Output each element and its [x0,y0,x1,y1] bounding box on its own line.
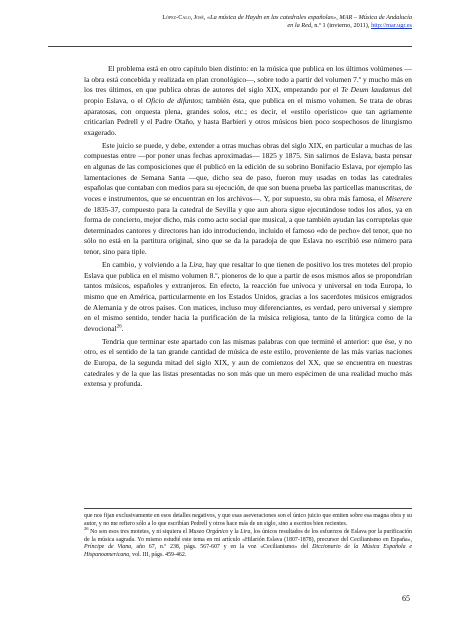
paragraph-3 [84,260,412,334]
header-journal-line2: en la Red [287,22,312,29]
paragraph-1-mid: del propio Eslava, o el [84,85,412,105]
header-line-1 [48,14,412,22]
oficio-title: Oficio de difuntos [145,95,202,105]
paragraph-4 [84,337,412,390]
footnote-26-part-a: No son esos tres motetes, y ni siquiera el [88,529,189,536]
footnote-26-part-d: , año 67, n.º 238, págs. 567-607 y en la voz «Cecilianismo» del [131,544,313,551]
footnote-26-part-e: , vol. III, págs. 459-462. [129,551,187,558]
footnote-lira: Lira [240,529,251,536]
header-author: López-Calo, José [162,14,204,21]
footnote-ref-26[interactable]: 26 [116,324,122,330]
paragraph-1 [84,64,412,138]
main-text [84,64,412,392]
footnote-26-number: 26 [84,526,89,532]
footnote-continued: que nos fijan exclusivamente en esos detalles negativos, y que esas aseveraciones son el único juicio que emiten sobre esa magna obra y su autor, y no me refiero sólo a lo que escribían Pedrell y otros hace más de un siglo, sino a escritos bien recientes. [84,513,412,527]
footnote-rule [84,508,412,509]
paragraph-2-rest: de 1835-37, compuesto para la catedral de Sevilla y que aun ahora sigue ejecutándose todos los años, ya en forma de concierto, mejor dicho, más como acto social que musical, a que también ayudan las corruptelas que determinados cantores y directores han ido introduciendo, incluido el famoso «do de pecho» del tenor, que no sólo no está en la partitura original, sino que se da la paradoja de que Eslava no escribió ese número para tenor, sino para tiple. [84,204,412,257]
miserere-title: Miserere [385,193,412,203]
footnote-26-part-c: , los únicos resultados de los esfuerzos de Eslava por la purificación de la música sagrada. Yo mismo estudié este tema en mi artículo «Hilarión Eslava (1807-1878), precursor del Cecilianismo en España», [84,529,412,543]
paragraph-4-text: Tendría que terminar este apartado con las mismas palabras con que terminé el anterior: que ése, y no otro, es el sentido de la tan grande cantidad de música de este estilo, proveniente de las más varias naciones de Europa, de la segunda mitad del siglo XIX, y aun de comienzos del XX, que se encuentra en nuestras catedrales y de la que las listas presentadas no son más que un mero espécimen de una realidad mucho más extensa y profunda. [84,336,412,389]
footnote-diccionario: Diccionario de la Música Española e Hispanoamericana [84,544,412,558]
footnote-26-part-b: y la [228,529,241,536]
header-line-2 [48,22,412,30]
lira-title: Lira [189,260,202,270]
header-rule [48,46,412,47]
te-deum-title: Te Deum laudamus [341,85,401,95]
footnote-museo-organico: Museo Orgánico [188,529,229,536]
header-journal: MAR – Música de Andalucía [339,14,412,21]
footnote-principe-de-viana: Príncipe de Viana [84,544,132,551]
running-header [48,14,412,30]
paragraph-3-rest: , hay que resaltar lo que tienen de positivo los tres motetes del propio Eslava que publica en el mismo volumen 8.º, pioneros de lo que a partir de esos mismos años se propondrían tantos músicos, españoles y extranjeros. En efecto, la reacción fue unívoca y universal en toda Europa, lo mismo que en América, particularmente en los Estados Unidos, gracias a los sacerdotes músicos emigrados de Alemania y de otros países. Con matices, incluso muy diferenciantes, es verdad, pero universal y siempre en el mismo sentido, tender hacia la purificación de la música religiosa, tanto de la litúrgica como de la devocional [84,260,412,333]
paragraph-3-end: . [121,323,124,333]
header-title: , «La música de Haydn en las catedrales españolas», [203,14,340,21]
paragraph-1-text: El problema está en otro capítulo bien distinto: en la música que publica en los últimos volúmenes —la obra está concebida y realizada en plan cronológico—, sobre todo a partir del volumen 7.º y mucho más en los tres últimos, en que publica obras de autores del siglo XIX, empezando por el [84,64,412,95]
footnotes [84,513,412,561]
header-issue: , n.º 1 (invierno, 2011), [311,22,372,29]
page-number: 65 [402,594,410,603]
paragraph-2 [84,141,412,258]
header-url-link[interactable]: http://mar.ugr.es [371,22,412,29]
footnote-26 [84,526,412,559]
paragraph-1-rest: ; también ésta, que publica en el mismo volumen. Se trata de obras aparatosas, con orquesta plena, grandes solos, etc.; es decir, el «estilo operístico» que tan agriamente criticarían Pedrell y el Padre Otaño, y hasta Barbieri y otros músicos bien poco sospechosos de liturgismo exagerado. [84,95,412,137]
paragraph-3-text: En cambio, y volviendo a la [102,260,190,270]
paragraph-2-text: Este juicio se puede, y debe, extender a otras muchas obras del siglo XIX, en particular a muchas de las compuestas entre —por poner unas fechas aproximadas— 1825 y 1875. Sin salirnos de Eslava, basta pensar en algunas de las composiciones que él publicó en la edición de su sobrino Bonifacio Eslava, por ejemplo las lamentaciones de Semana Santa —que, dicho sea de paso, fueron muy usadas en todas las catedrales españolas que contaban con medios para su ejecución, de que son buena prueba las particellas manuscritas, de voces e instrumentos, que se encuentran en los archivos—. Y, por supuesto, su obra más famosa, el [84,140,412,203]
